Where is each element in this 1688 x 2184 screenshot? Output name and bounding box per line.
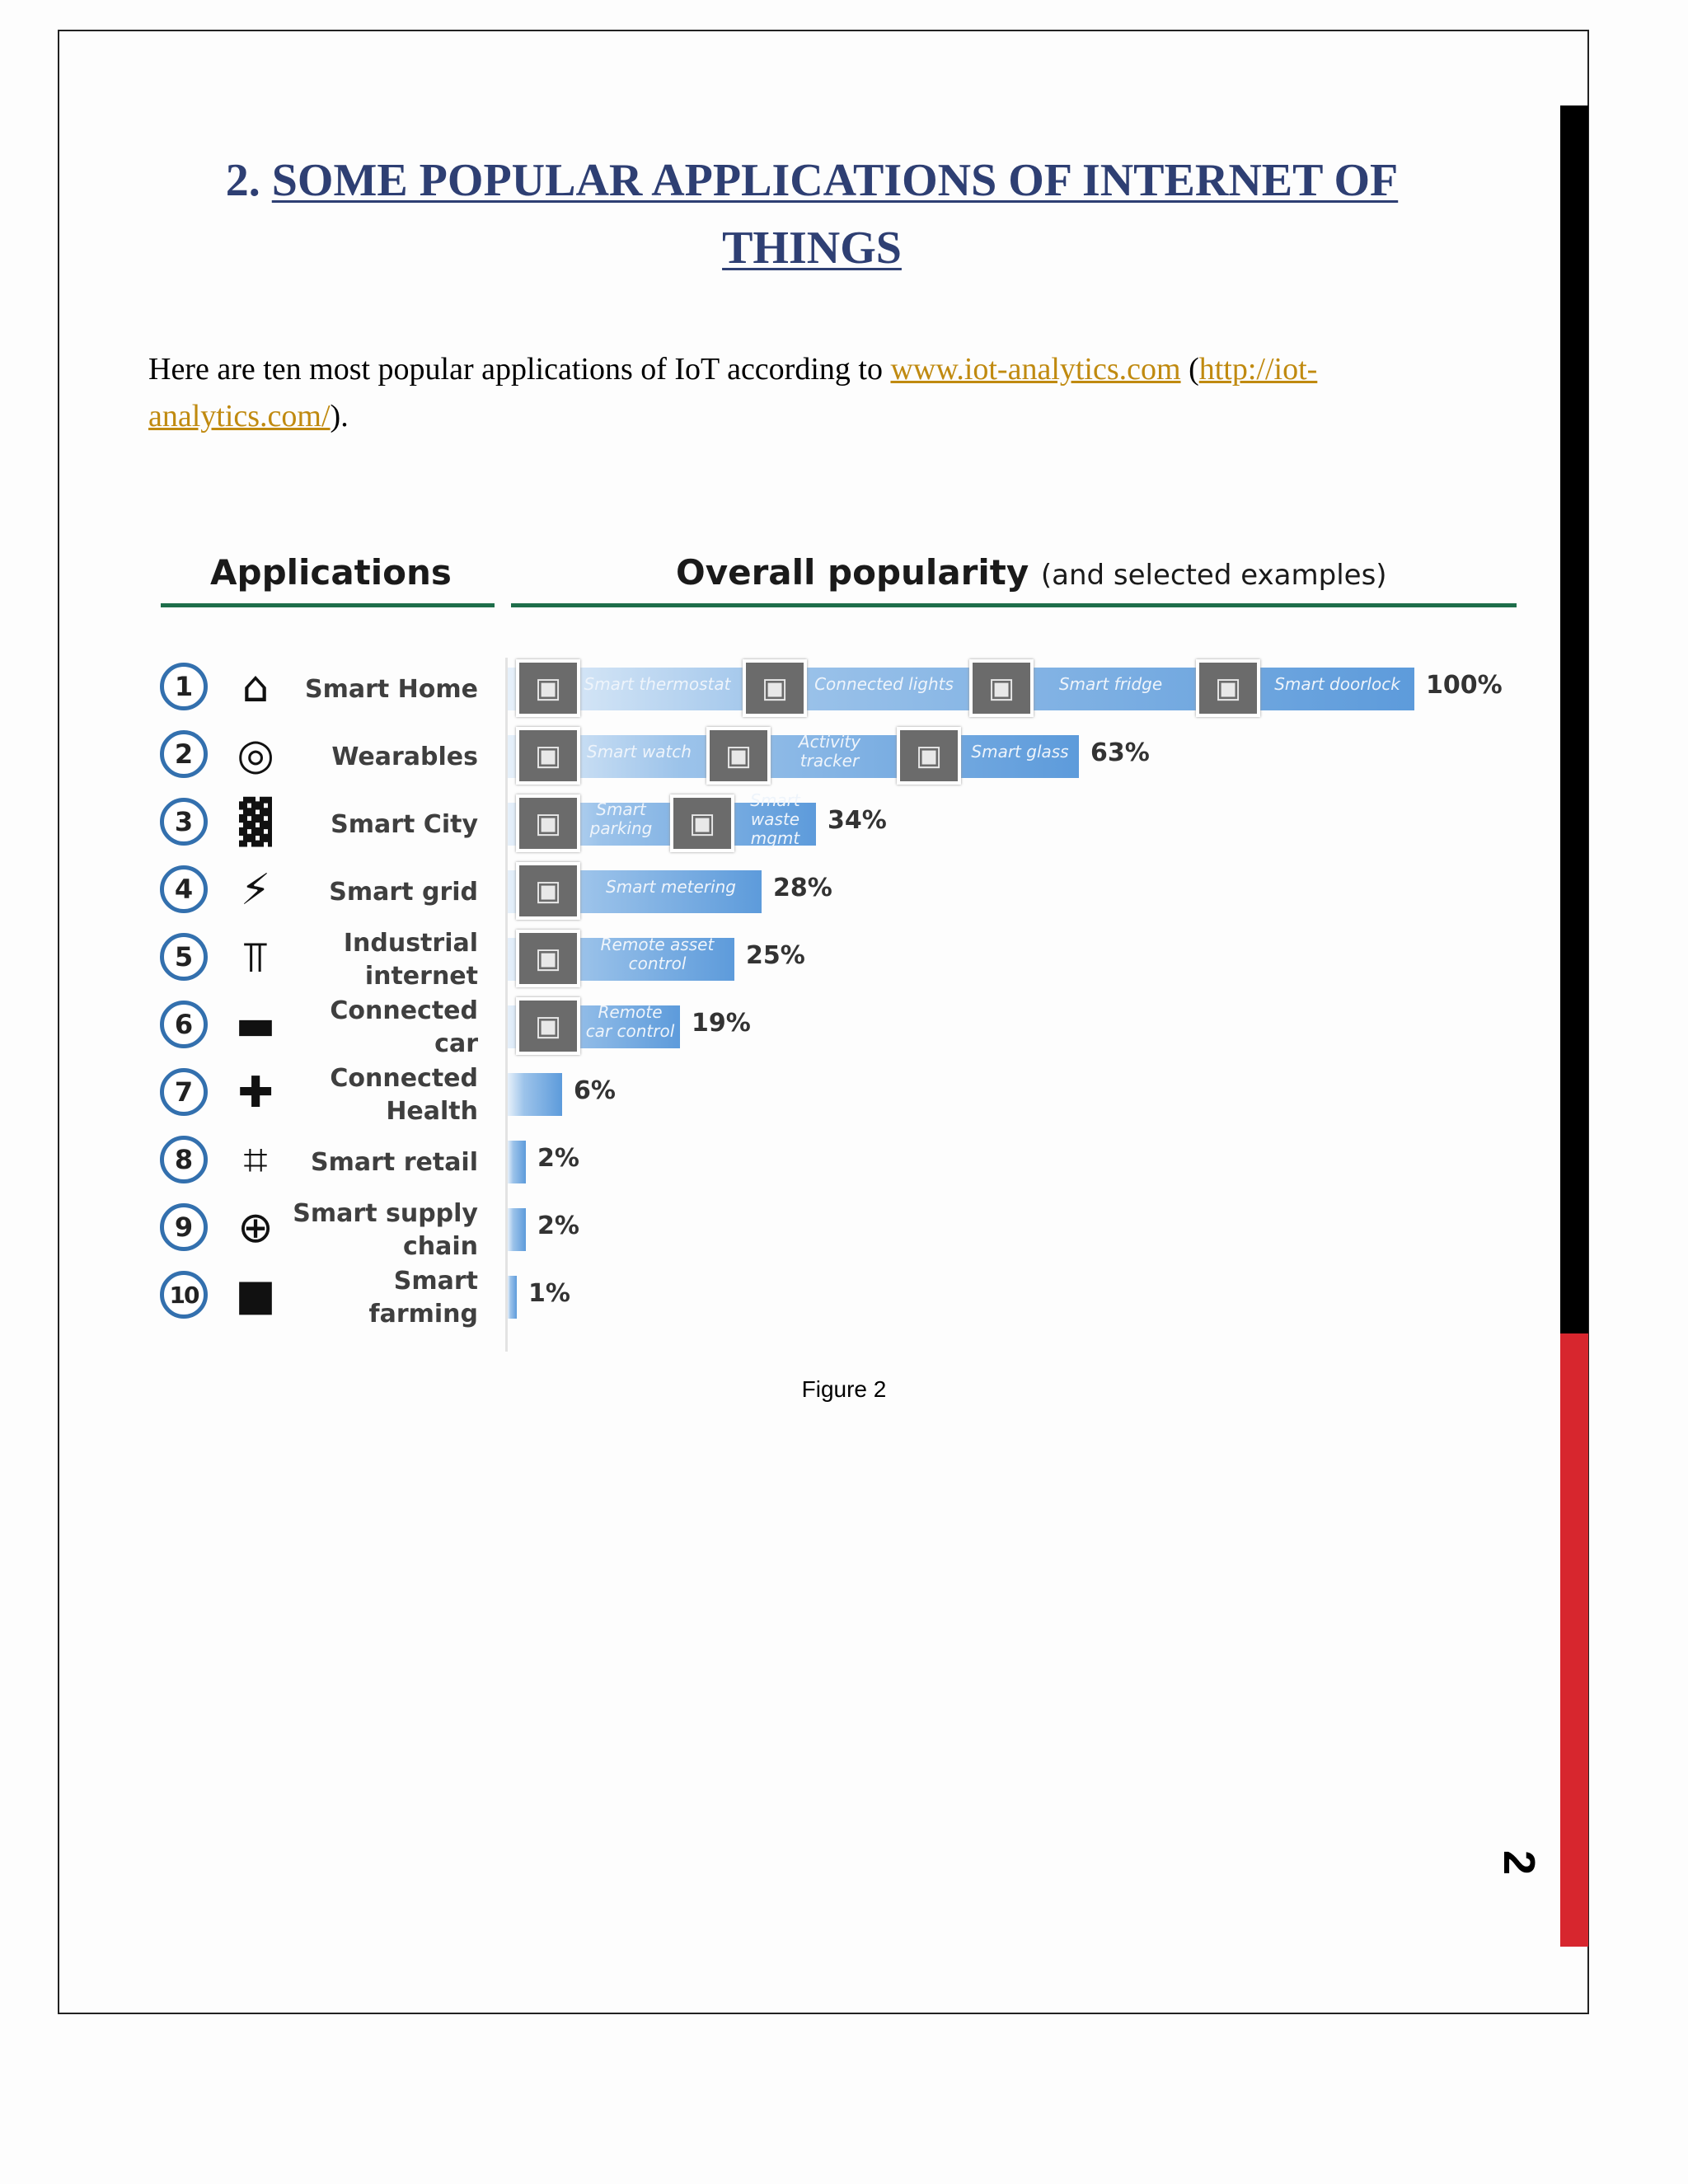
chart-row — [148, 1266, 1533, 1330]
iot-popularity-figure — [148, 536, 1533, 1360]
chart-row — [148, 790, 1533, 857]
example-label: Smart fridge — [1058, 673, 1163, 694]
cow-icon: ■ — [235, 1271, 276, 1320]
chart-row — [148, 928, 1533, 992]
application-label: Smart Home — [304, 675, 478, 704]
popularity-title-main: Overall popularity — [676, 552, 1029, 593]
popularity-bar — [508, 1073, 562, 1116]
value-label: 63% — [1090, 738, 1150, 767]
medical-kit-icon: ✚ — [237, 1068, 274, 1118]
value-label: 25% — [746, 941, 805, 970]
application-label: Industrial internet — [343, 929, 478, 991]
rank-badge: 2 — [160, 730, 208, 778]
heading-number: 2. — [225, 155, 260, 206]
chart-row — [148, 860, 1533, 925]
popularity-title — [676, 552, 1387, 593]
example-photo-icon: ▣ — [670, 794, 734, 852]
wristband-icon: ◎ — [237, 730, 274, 780]
example-photo-icon: ▣ — [516, 794, 580, 852]
side-bar-black — [1560, 105, 1588, 1333]
example-photo-icon: ▣ — [516, 727, 580, 785]
chart-row — [148, 1131, 1533, 1195]
value-label: 19% — [692, 1009, 751, 1038]
page-number: 2 — [1494, 1849, 1544, 1876]
example-label: Activity tracker — [798, 732, 861, 771]
popularity-bar — [508, 1208, 526, 1251]
chart-row — [148, 1198, 1533, 1263]
value-label: 1% — [528, 1279, 570, 1308]
popularity-rule — [511, 603, 1517, 607]
application-label: Wearables — [331, 743, 478, 771]
example-label: Smart metering — [606, 876, 736, 897]
factory-icon: ⫪ — [243, 933, 268, 982]
example-label: Remote car control — [585, 1002, 675, 1041]
figure-caption: Figure 2 — [801, 1376, 887, 1402]
rank-badge: 8 — [160, 1136, 208, 1183]
application-label: Smart supply chain — [293, 1199, 478, 1261]
example-label: Smart watch — [587, 741, 692, 762]
rank-badge: 10 — [160, 1271, 208, 1319]
example-photo-icon: ▣ — [516, 862, 580, 920]
example-label: Smart doorlock — [1274, 673, 1400, 694]
popularity-subtitle: (and selected examples) — [1040, 559, 1387, 592]
heading-title: SOME POPULAR APPLICATIONS OF INTERNET OF THINGS — [271, 155, 1399, 274]
application-label: Smart City — [331, 810, 478, 839]
rank-badge: 6 — [160, 1001, 208, 1048]
example-photo-icon: ▣ — [969, 659, 1034, 717]
car-icon: ▬ — [235, 1001, 276, 1050]
example-label: Smart parking — [589, 799, 653, 838]
value-label: 6% — [574, 1076, 616, 1105]
value-label: 28% — [773, 874, 832, 902]
rank-badge: 7 — [160, 1068, 208, 1116]
iot-analytics-url-link[interactable]: http://iot-analytics.com/ — [148, 352, 1318, 434]
applications-rule — [161, 603, 495, 607]
application-label: Smart retail — [311, 1148, 478, 1177]
application-label: Connected car — [330, 996, 478, 1058]
value-label: 34% — [828, 806, 887, 835]
value-label: 100% — [1426, 671, 1503, 700]
chart-row — [148, 996, 1533, 1060]
example-photo-icon: ▣ — [706, 727, 771, 785]
rank-badge: 4 — [160, 865, 208, 913]
intro-open-paren: ( — [1180, 352, 1199, 387]
example-label: Smart waste mgmt — [750, 790, 800, 848]
chart-row — [148, 725, 1533, 790]
example-label: Smart thermostat — [584, 673, 731, 694]
example-label: Smart glass — [971, 741, 1069, 762]
example-photo-icon: ▣ — [1196, 659, 1260, 717]
value-label: 2% — [537, 1144, 579, 1173]
section-heading — [132, 147, 1492, 282]
value-label: 2% — [537, 1212, 579, 1240]
rank-badge: 5 — [160, 933, 208, 981]
application-label: Smart farming — [368, 1267, 478, 1329]
example-photo-icon: ▣ — [516, 930, 580, 987]
application-label: Connected Health — [330, 1064, 478, 1126]
intro-text: Here are ten most popular applications of IoT according to — [148, 352, 891, 387]
side-bar-red — [1560, 1333, 1588, 1947]
example-photo-icon: ▣ — [897, 727, 961, 785]
city-skyline-icon: ▓ — [239, 798, 272, 847]
intro-paragraph — [148, 346, 1484, 440]
example-photo-icon: ▣ — [516, 997, 580, 1055]
iot-analytics-link[interactable]: www.iot-analytics.com — [890, 352, 1181, 387]
house-icon: ⌂ — [241, 663, 270, 712]
example-label: Remote asset control — [600, 935, 715, 973]
applications-title: Applications — [210, 552, 452, 593]
example-photo-icon: ▣ — [516, 659, 580, 717]
globe-truck-icon: ⊕ — [237, 1203, 274, 1253]
rank-badge: 1 — [160, 663, 208, 710]
popularity-bar — [508, 1276, 517, 1319]
intro-close: ). — [330, 399, 349, 434]
chart-row — [148, 1063, 1533, 1127]
rank-badge: 9 — [160, 1203, 208, 1251]
example-photo-icon: ▣ — [743, 659, 807, 717]
chart-row — [148, 658, 1533, 722]
application-label: Smart grid — [329, 878, 478, 907]
popularity-bar — [508, 1141, 526, 1183]
plug-icon: ⚡ — [240, 865, 271, 915]
example-label: Connected lights — [814, 673, 954, 694]
shopping-cart-icon: ⌗ — [243, 1136, 268, 1185]
rank-badge: 3 — [160, 798, 208, 846]
